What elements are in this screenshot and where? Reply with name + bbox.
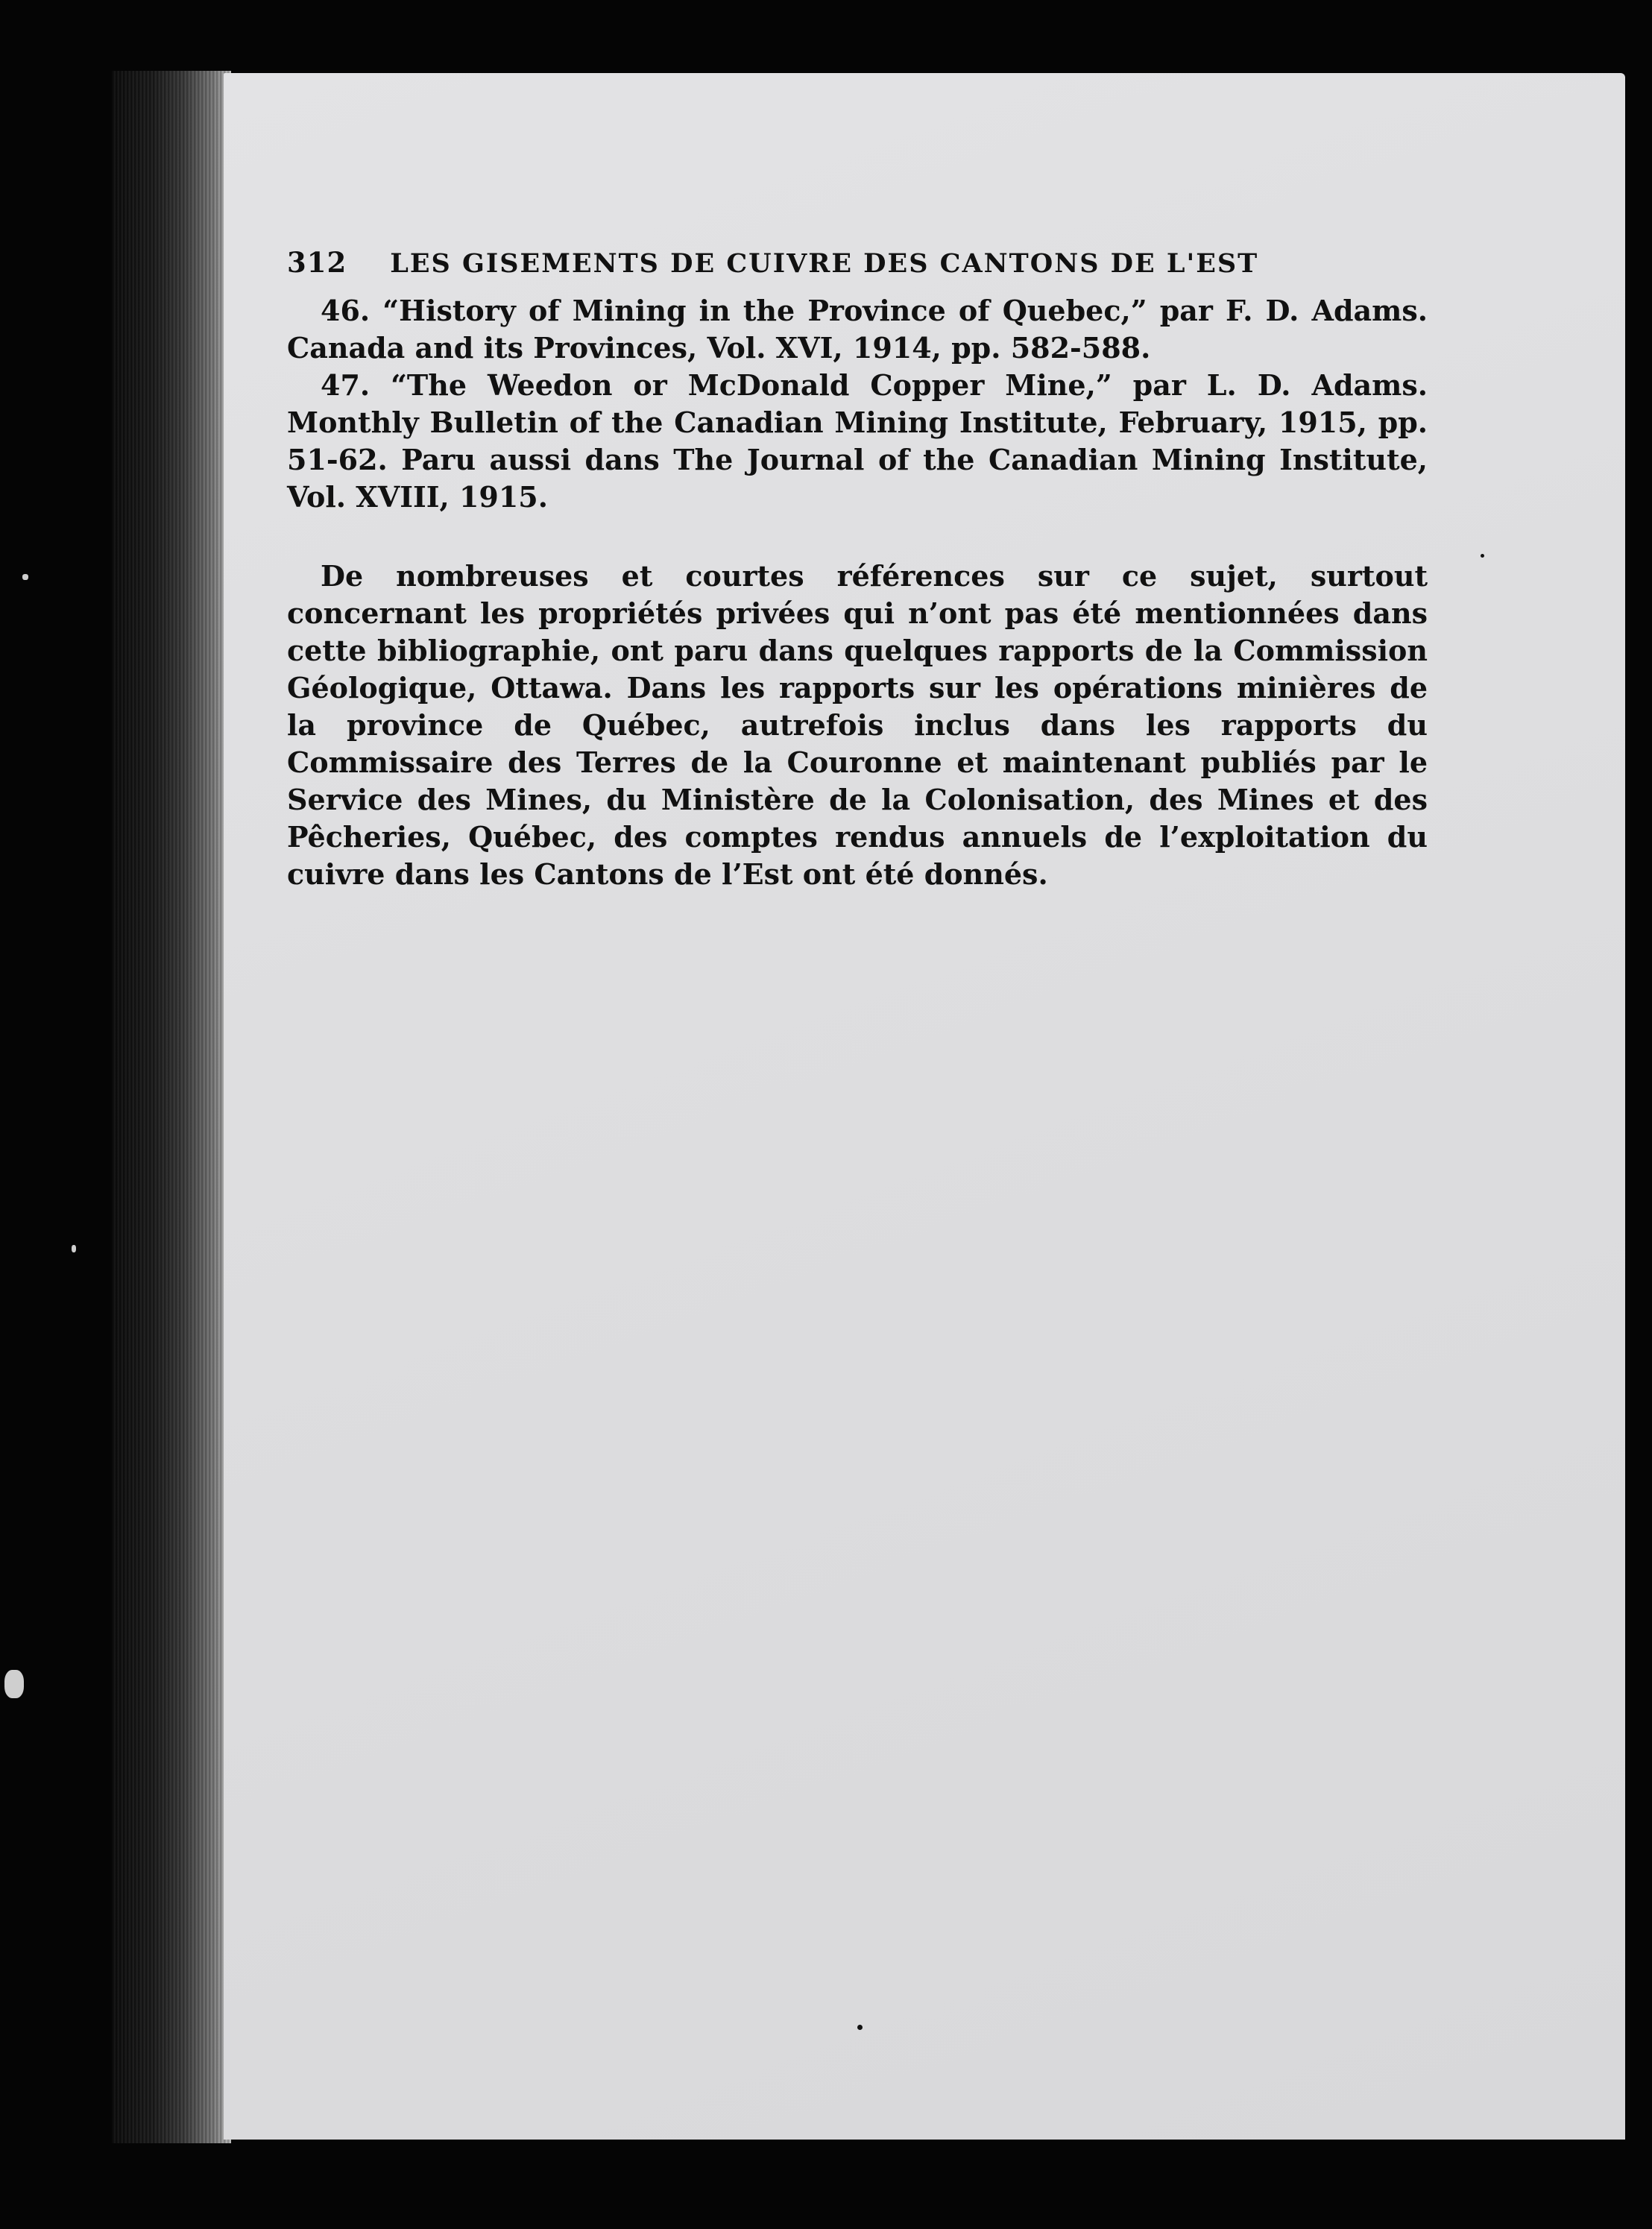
ink-dot bbox=[1481, 554, 1484, 558]
reference-entry-46 bbox=[287, 292, 1428, 367]
reference-number: 47. bbox=[321, 368, 371, 402]
margin-speck bbox=[4, 1670, 24, 1698]
reference-entry-47 bbox=[287, 367, 1428, 516]
book-spine bbox=[112, 71, 231, 2143]
ink-dot bbox=[857, 2025, 863, 2030]
page-number: 312 bbox=[287, 246, 347, 279]
margin-speck bbox=[22, 574, 28, 580]
body-paragraph: De nombreuses et courtes références sur ce sujet, surtout concernant les propriétés privées qui n’ont pas été mentionnées dans cette bibliographie, ont paru dans quelques rapports de la Commission Géologique, Ottawa. Dans les rapports sur les opérations minières de la province de Québec, autrefois inclus dans les rapports du Commissaire des Terres de la Couronne et maintenant publiés par le Service des Mines, du Ministère de la Colonisation, des Mines et des Pêcheries, Québec, des comptes rendus annuels de l’exploitation du cuivre dans les Cantons de l’Est ont été donnés. bbox=[287, 559, 1428, 891]
reference-number: 46. bbox=[321, 294, 371, 327]
running-title: LES GISEMENTS DE CUIVRE DES CANTONS DE L'EST bbox=[390, 248, 1259, 279]
reference-text: “History of Mining in the Province of Quebec,” par F. D. Adams. Canada and its Provinces, Vol. XVI, 1914, pp. 582-588. bbox=[287, 294, 1428, 365]
page-content bbox=[287, 246, 1428, 893]
margin-speck bbox=[72, 1245, 76, 1252]
running-head bbox=[287, 246, 1428, 279]
reference-text: “The Weedon or McDonald Copper Mine,” par L. D. Adams. Monthly Bulletin of the Canadian Mining Institute, February, 1915, pp. 51-62. Paru aussi dans The Journal of the Canadian Mining Institute, Vol. XVIII, 1915. bbox=[287, 368, 1428, 514]
